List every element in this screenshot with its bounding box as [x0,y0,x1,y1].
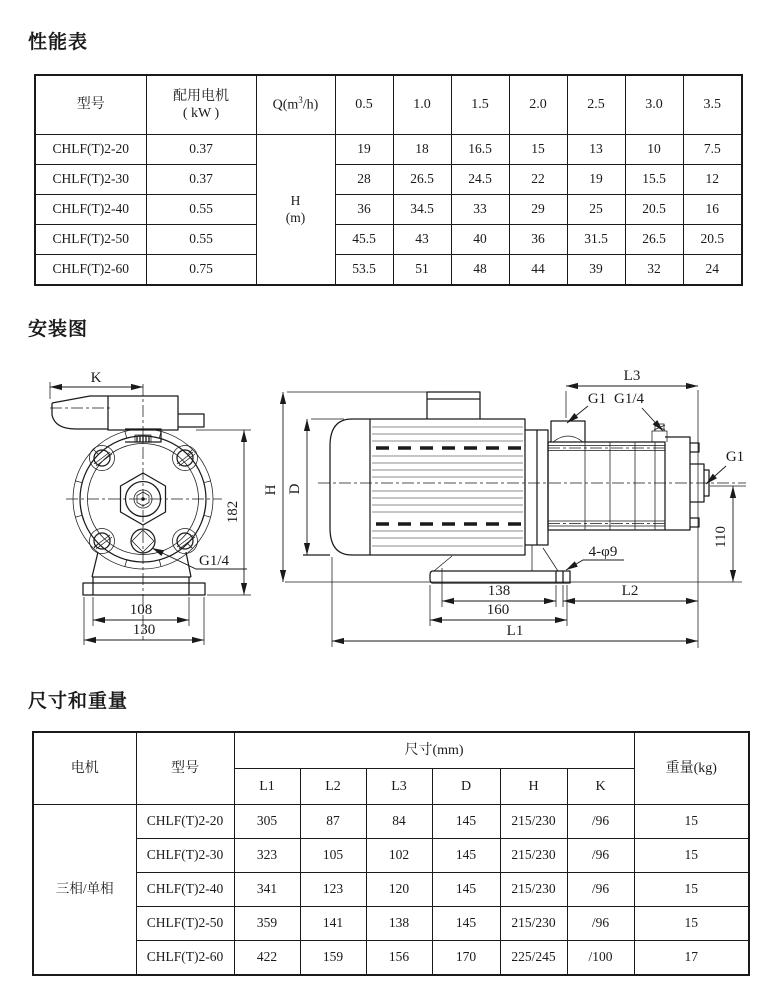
perf-power-cell: 0.55 [146,195,256,225]
dim-value-cell: 359 [234,907,300,941]
dim-header-size-group: 尺寸(mm) [234,732,634,769]
perf-model-cell: CHLF(T)2-60 [35,255,146,286]
perf-head-cell: 24 [683,255,742,286]
side-l1-label: L1 [506,623,524,639]
dim-model-cell: CHLF(T)2-50 [136,907,234,941]
dim-value-cell: 323 [234,839,300,873]
dim-header-model: 型号 [136,732,234,805]
end-cover [665,437,699,530]
dim-value-cell: /96 [567,873,634,907]
perf-header-flow-4: 2.5 [567,75,625,135]
installation-diagram [0,348,780,660]
side-g1-inlet-label: G1 [587,391,607,407]
dimensions-section-title: 尺寸和重量 [28,690,129,712]
dim-header-motor: 电机 [33,732,136,805]
front-g14-label: G1/4 [199,553,229,569]
perf-head-cell: 28 [335,165,393,195]
dim-header-weight: 重量(kg) [634,732,749,805]
dim-value-cell: 84 [366,805,432,839]
perf-head-cell: 39 [567,255,625,286]
perf-header-flow-5: 3.0 [625,75,683,135]
perf-head-cell: 16.5 [451,135,509,165]
perf-model-cell: CHLF(T)2-20 [35,135,146,165]
side-160-label: 160 [486,602,510,618]
dim-value-cell: 123 [300,873,366,907]
perf-head-cell: 26.5 [393,165,451,195]
installation-section-title: 安装图 [28,318,89,340]
dim-value-cell: /96 [567,907,634,941]
perf-head-cell: 20.5 [625,195,683,225]
dim-value-cell: 145 [432,805,500,839]
perf-head-cell: 12 [683,165,742,195]
perf-header-flow-6: 3.5 [683,75,742,135]
side-g1-outlet-label: G1 [725,449,745,465]
tie-rod-slots [376,448,521,524]
side-view [263,368,746,648]
front-130-label: 130 [132,622,156,638]
pump-foot [430,545,570,583]
dim-model-cell: CHLF(T)2-30 [136,839,234,873]
dim-value-cell: 215/230 [500,873,567,907]
dim-value-cell: 105 [300,839,366,873]
perf-head-cell: 43 [393,225,451,255]
dim-value-cell: 159 [300,941,366,976]
perf-head-cell: 48 [451,255,509,286]
performance-section-title: 性能表 [28,31,89,53]
dim-header-d: D [432,769,500,805]
perf-model-cell: CHLF(T)2-40 [35,195,146,225]
side-h-label: H [263,484,279,496]
front-108-label: 108 [129,602,153,618]
pump-front-foot [83,552,205,595]
perf-head-cell: 26.5 [625,225,683,255]
dim-row [33,873,749,907]
perf-head-cell: 15 [509,135,567,165]
side-l2-label: L2 [621,583,639,599]
perf-head-cell: 13 [567,135,625,165]
perf-head-cell: 7.5 [683,135,742,165]
perf-head-cell: 15.5 [625,165,683,195]
motor-bracket [525,430,548,545]
dim-header-l2: L2 [300,769,366,805]
dim-header-l1: L1 [234,769,300,805]
dim-weight-cell: 17 [634,941,749,976]
perf-header-row [35,75,742,135]
dim-value-cell: 341 [234,873,300,907]
perf-head-cell: 19 [567,165,625,195]
perf-header-model: 型号 [35,75,146,135]
perf-power-cell: 0.37 [146,135,256,165]
perf-head-cell: 51 [393,255,451,286]
perf-head-cell: 16 [683,195,742,225]
terminal-box [427,392,480,419]
foot-holes-leader-line [566,560,624,570]
dim-model-cell: CHLF(T)2-40 [136,873,234,907]
side-138-label: 138 [487,583,511,599]
front-k-label: K [90,370,102,386]
dimensions-table [32,731,750,976]
perf-head-cell: 40 [451,225,509,255]
dim-value-cell: /96 [567,839,634,873]
perf-head-cell: 34.5 [393,195,451,225]
dim-value-cell: 215/230 [500,839,567,873]
side-110-label: 110 [713,526,729,548]
side-extension-lines [287,390,746,648]
motor-body [303,392,525,555]
dim-value-cell: 170 [432,941,500,976]
dim-value-cell: 141 [300,907,366,941]
perf-head-cell: 25 [567,195,625,225]
dim-value-cell: 145 [432,839,500,873]
dim-weight-cell: 15 [634,907,749,941]
dim-value-cell: 422 [234,941,300,976]
dim-value-cell: 120 [366,873,432,907]
side-d-label: D [287,483,303,495]
front-view [50,370,251,645]
perf-model-cell: CHLF(T)2-30 [35,165,146,195]
perf-head-cell: 31.5 [567,225,625,255]
dim-header-h: H [500,769,567,805]
perf-header-flow-0: 0.5 [335,75,393,135]
dim-value-cell: 305 [234,805,300,839]
perf-row [35,135,742,165]
dim-value-cell: /96 [567,805,634,839]
dim-value-cell: /100 [567,941,634,976]
dim-value-cell: 225/245 [500,941,567,976]
perf-head-cell: 20.5 [683,225,742,255]
dim-row [33,839,749,873]
perf-row [35,165,742,195]
perf-header-motor: 配用电机 ( kW ) [146,75,256,135]
plug-leader-line [642,408,663,431]
dim-value-cell: 215/230 [500,907,567,941]
perf-head-cell: 10 [625,135,683,165]
dim-weight-cell: 15 [634,805,749,839]
dim-row [33,941,749,976]
perf-header-flow-unit: $Q(m^3/h)$ [256,75,335,135]
dim-value-cell: 215/230 [500,805,567,839]
side-l3-label: L3 [623,368,641,384]
perf-head-unit-cell: H (m) [256,135,335,286]
front-182-label: 182 [225,500,241,524]
dim-header-l3: L3 [366,769,432,805]
perf-head-cell: 19 [335,135,393,165]
perf-row [35,225,742,255]
perf-head-cell: 33 [451,195,509,225]
perf-head-cell: 45.5 [335,225,393,255]
dim-value-cell: 102 [366,839,432,873]
perf-head-cell: 22 [509,165,567,195]
dim-motor-type-cell: 三相/单相 [33,805,136,976]
perf-row [35,255,742,286]
perf-head-cell: 29 [509,195,567,225]
dim-weight-cell: 15 [634,839,749,873]
perf-head-cell: 36 [509,225,567,255]
dim-value-cell: 138 [366,907,432,941]
dim-header-k: K [567,769,634,805]
pump-front-top-housing [52,396,204,442]
perf-header-flow-1: 1.0 [393,75,451,135]
perf-header-flow-3: 2.0 [509,75,567,135]
dim-value-cell: 145 [432,907,500,941]
dim-model-cell: CHLF(T)2-60 [136,941,234,976]
dim-header-row-1 [33,732,749,769]
side-g14-plug-label: G1/4 [614,391,644,407]
perf-head-cell: 44 [509,255,567,286]
perf-head-cell: 32 [625,255,683,286]
perf-head-cell: 24.5 [451,165,509,195]
perf-power-cell: 0.55 [146,225,256,255]
perf-power-cell: 0.37 [146,165,256,195]
perf-head-cell: 53.5 [335,255,393,286]
side-holes-label: 4-φ9 [588,544,618,560]
performance-table [34,74,743,286]
tie-rods [548,446,665,527]
dim-value-cell: 156 [366,941,432,976]
perf-header-flow-2: 1.5 [451,75,509,135]
pump-barrel [548,421,709,530]
dim-weight-cell: 15 [634,873,749,907]
dim-row [33,907,749,941]
dim-value-cell: 87 [300,805,366,839]
perf-row [35,195,742,225]
perf-head-cell: 18 [393,135,451,165]
perf-model-cell: CHLF(T)2-50 [35,225,146,255]
perf-power-cell: 0.75 [146,255,256,286]
dim-model-cell: CHLF(T)2-20 [136,805,234,839]
perf-head-cell: 36 [335,195,393,225]
dim-value-cell: 145 [432,873,500,907]
dim-row [33,805,749,839]
